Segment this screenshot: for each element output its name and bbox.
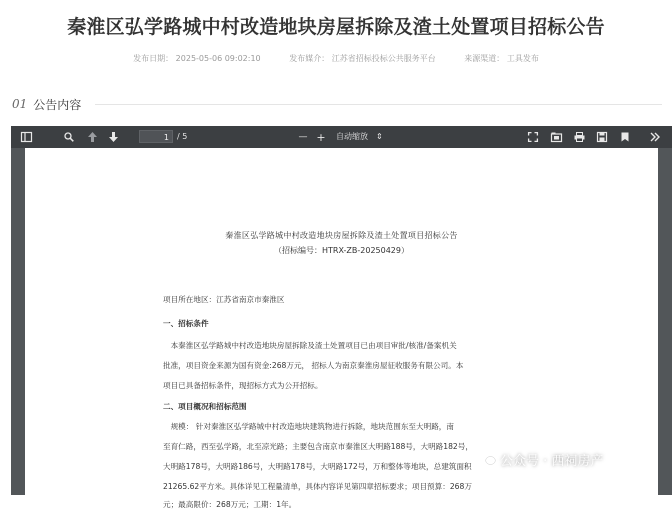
save-icon[interactable] bbox=[595, 130, 609, 144]
doc-heading: 二、项目概况和招标范围 bbox=[163, 402, 247, 411]
doc-line: 项目已具备招标条件，现招标方式为公开招标。 bbox=[163, 381, 323, 390]
watermark-text: 公众号 · 西祠房产 bbox=[500, 453, 604, 469]
section-divider bbox=[95, 104, 662, 105]
fullscreen-icon[interactable] bbox=[526, 130, 540, 144]
watermark bbox=[480, 448, 603, 470]
zoom-select-label: 自动缩放 bbox=[336, 132, 368, 141]
publish-media: 发布媒介： 江苏省招标投标公共服务平台 bbox=[289, 54, 436, 63]
publish-date: 发布日期： 2025-05-06 09:02:10 bbox=[133, 54, 261, 63]
doc-line: 规模： 针对秦淮区弘学路城中村改造地块建筑物进行拆除，地块范围东至大明路，南 bbox=[163, 422, 454, 431]
article-meta bbox=[0, 53, 672, 64]
open-file-icon[interactable] bbox=[549, 130, 563, 144]
pdf-viewer[interactable] bbox=[11, 126, 672, 509]
page-number-input[interactable]: 1 bbox=[139, 130, 173, 143]
arrow-up-icon[interactable] bbox=[85, 130, 99, 144]
page-count: / 5 bbox=[177, 132, 188, 141]
doc-line: 21265.62平方米。具体详见工程量清单，具体内容详见第四章招标要求；项目预算：268万 bbox=[163, 482, 472, 491]
section-number: 01 bbox=[12, 97, 28, 111]
doc-line: 大明路178号，大明路186号，大明路178号，大明路172号，万和整体等地块，总建筑面积 bbox=[163, 462, 472, 471]
chevron-updown-icon: ⇕ bbox=[376, 132, 383, 141]
document-code: （招标编号：HTRX-ZB-20250429） bbox=[273, 246, 409, 255]
pdf-toolbar bbox=[11, 126, 672, 148]
bookmark-icon[interactable] bbox=[618, 130, 632, 144]
document-title: 秦淮区弘学路城中村改造地块房屋拆除及渣土处置项目招标公告 bbox=[225, 231, 458, 240]
arrow-down-icon[interactable] bbox=[106, 130, 120, 144]
doc-line: 项目所在地区：江苏省南京市秦淮区 bbox=[163, 295, 285, 304]
doc-line: 元；最高限价：268万元；工期：1年。 bbox=[163, 500, 297, 509]
zoom-select[interactable] bbox=[336, 130, 383, 144]
doc-line: 批准，项目资金来源为国有资金:268万元， 招标人为南京秦淮房屋征收服务有限公司。本 bbox=[163, 361, 464, 370]
doc-line: 本秦淮区弘学路城中村改造地块房屋拆除及渣土处置项目已由项目审批/核准/备案机关 bbox=[163, 341, 457, 350]
source-channel: 来源渠道： 工具发布 bbox=[464, 54, 539, 63]
search-icon[interactable] bbox=[62, 130, 76, 144]
article-title: 秦淮区弘学路城中村改造地块房屋拆除及渣土处置项目招标公告 bbox=[67, 16, 605, 38]
zoom-out-button[interactable]: — bbox=[298, 132, 308, 142]
more-tools-icon[interactable] bbox=[648, 130, 662, 144]
doc-heading: 一、招标条件 bbox=[163, 319, 209, 328]
section-header bbox=[12, 96, 662, 112]
wechat-icon bbox=[480, 452, 496, 466]
zoom-in-button[interactable]: + bbox=[316, 130, 326, 144]
section-label: 公告内容 bbox=[33, 97, 82, 112]
doc-line: 至育仁路，西至弘学路，北至凉光路；主要包含南京市秦淮区大明路188号，大明路182号， bbox=[163, 442, 473, 451]
sidebar-toggle-icon[interactable] bbox=[19, 130, 33, 144]
print-icon[interactable] bbox=[572, 130, 586, 144]
